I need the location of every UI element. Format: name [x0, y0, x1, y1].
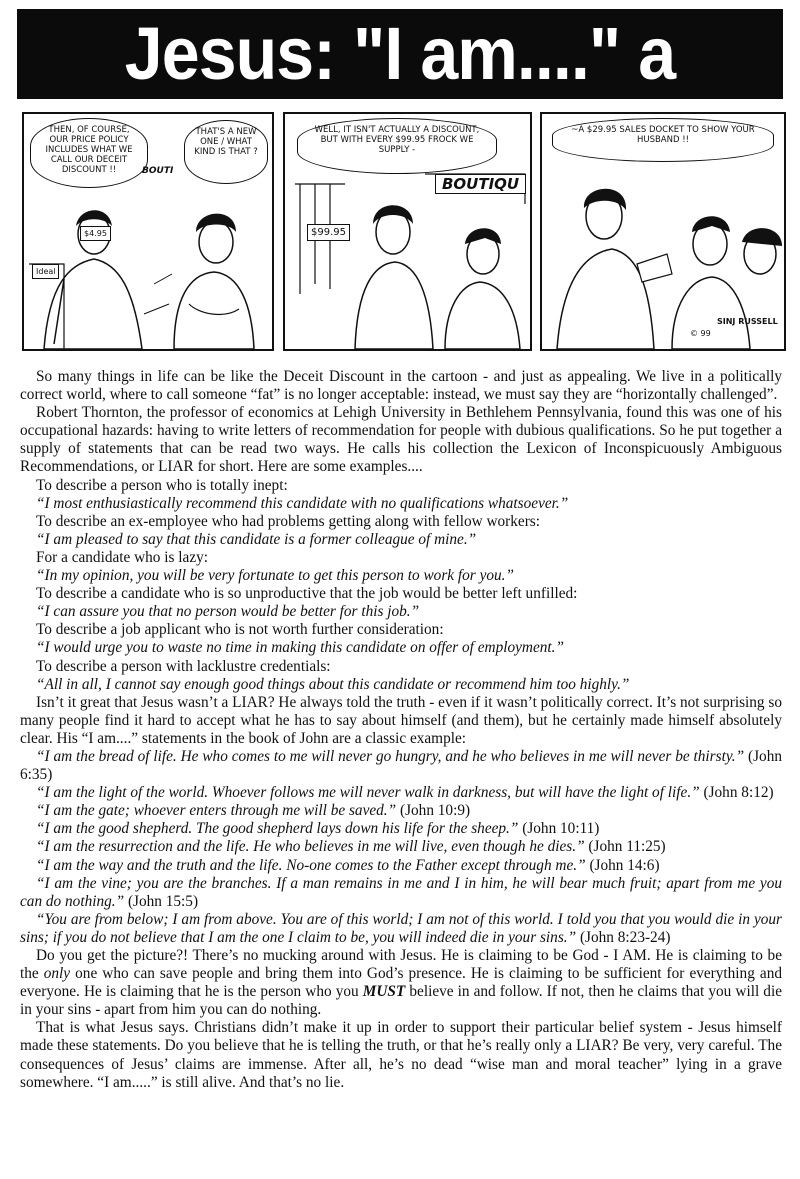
paragraph-claims: [20, 947, 782, 1019]
bubble-text: THAT'S A NEW ONE / WHAT KIND IS THAT ?: [194, 127, 258, 157]
cartoon-panel-2: [283, 112, 532, 351]
verse-text: “You are from below; I am from above. You are of this world; I am not of this world. I told you that you would die in your sins; if you do not believe that I am the one I claim to be, you will indeed die in your sins.”: [20, 910, 782, 946]
copyright-mark: © 99: [690, 329, 711, 338]
example-quote: “I am pleased to say that this candidate is a former colleague of mine.”: [36, 530, 477, 548]
verse-text: “I am the way and the truth and the life. No-one comes to the Father except through me.”: [36, 856, 586, 874]
verse-text: “I am the resurrection and the life. He who believes in me will live, even though he dies.”: [36, 838, 585, 856]
example-quote: “I can assure you that no person would be better for this job.”: [36, 603, 420, 621]
price-tag: $4.95: [80, 226, 111, 241]
example-intro: To describe a person who is totally inept:: [36, 476, 288, 494]
verse-ref: (John 10:11): [522, 820, 600, 838]
emphasis-only: only: [43, 965, 71, 983]
verse-text: “I am the bread of life. He who comes to me will never go hungry, and he who believes in me will never be thirsty.”: [36, 747, 745, 765]
speech-bubble-saleswoman: [552, 118, 774, 162]
example-quote: “I most enthusiastically recommend this candidate with no qualifications whatsoever.”: [36, 494, 569, 512]
claims-text-c: believe in and follow. If not, then he claims that you will die in your sins - apart from him you can do nothing.: [20, 983, 782, 1019]
verse-ref: (John 10:9): [399, 802, 471, 820]
page-title: Jesus: "I am...." a: [124, 12, 676, 95]
verse-text: “I am the vine; you are the branches. If a man remains in me and I in him, he will bear much fruit; apart from me you can do nothing.”: [20, 874, 782, 910]
example-quote: “All in all, I cannot say enough good things about this candidate or recommend him too highly.”: [36, 675, 630, 693]
example-intro: To describe a job applicant who is not worth further consideration:: [36, 621, 444, 639]
verse: [20, 838, 782, 856]
verse: [20, 748, 782, 784]
verse-ref: (John 11:25): [588, 838, 666, 856]
paragraph-conclusion: That is what Jesus says. Christians didn’t make it up in order to support their particular belief system - Jesus himself made these statements. Do you believe that he is telling the truth, or that he’s really only a LIAR? Be very, very careful. The consequences of Jesus’ claims are immense. After all, he’s no dead “wise man and moral teacher” lying in a grave somewhere. “I am.....” is still alive. And that’s no lie.: [20, 1019, 782, 1091]
speech-bubble-customer: [184, 120, 268, 184]
paragraph-thornton: Robert Thornton, the professor of economics at Lehigh University in Bethlehem Pennsylvania, found this was one of his occupational hazards: having to write letters of recommendation for people with dubious qualifications. So he put together a supply of statements that can be read two ways. He calls his collection the Lexicon of Inconspicuously Ambiguous Recommendations, or LIAR for short. Here are some examples....: [20, 404, 782, 476]
cartoon-panel-3: [540, 112, 786, 351]
verse-ref: (John 14:6): [589, 856, 660, 874]
verse-ref: (John 8:12): [703, 784, 774, 802]
example-intro: To describe a person with lacklustre credentials:: [36, 657, 331, 675]
verse: [20, 875, 782, 911]
bubble-text: THEN, OF COURSE, OUR PRICE POLICY INCLUDES WHAT WE CALL OUR DECEIT DISCOUNT !!: [45, 125, 133, 175]
verse: [20, 857, 782, 875]
cartoon-panel-1: [22, 112, 274, 351]
verse-ref: (John 15:5): [127, 892, 199, 910]
verse-text: “I am the light of the world. Whoever follows me will never walk in darkness, but will have the light of life.”: [36, 784, 700, 802]
side-sign: Ideal: [32, 264, 59, 279]
paragraph-intro: So many things in life can be like the Deceit Discount in the cartoon - and just as appealing. We live in a politically correct world, where to call someone “fat” is no longer acceptable: instead, we must say they are “horizontally challenged”.: [20, 368, 782, 404]
bubble-text: ~A $29.95 SALES DOCKET TO SHOW YOUR HUSBAND !!: [571, 125, 755, 145]
verse-ref: (John 8:23-24): [579, 928, 671, 946]
speech-bubble-saleswoman: [30, 118, 148, 188]
example-quote: “I would urge you to waste no time in making this candidate on offer of employment.”: [36, 639, 564, 657]
verse: [20, 820, 782, 838]
example-intro: To describe a candidate who is so unproductive that the job would be better left unfilled:: [36, 585, 578, 603]
verse-ref: (John 6:35): [20, 747, 782, 784]
verse: [20, 911, 782, 947]
boutique-sign: BOUTIQU: [435, 174, 526, 194]
article-body: [20, 368, 782, 1092]
paragraph-jesus-not-liar: Isn’t it great that Jesus wasn’t a LIAR? He always told the truth - even if it wasn’t politically correct. It’s not surprising so many people find it hard to accept what he has to say about himself (and them), but he certainly made himself absolutely clear. His “I am....” statements in the book of John are a classic example:: [20, 693, 782, 747]
verse: [20, 784, 782, 802]
verse-text: “I am the gate; whoever enters through me will be saved.”: [36, 802, 397, 820]
title-banner: [17, 9, 783, 99]
verse-text: “I am the good shepherd. The good shepherd lays down his life for the sheep.”: [36, 820, 519, 838]
speech-bubble-saleswoman: [297, 118, 497, 174]
verse: [20, 802, 782, 820]
shop-sign: BOUTI: [142, 166, 174, 176]
bubble-text: WELL, IT ISN'T ACTUALLY A DISCOUNT, BUT WITH EVERY $99.95 FROCK WE SUPPLY -: [314, 125, 480, 155]
example-intro: For a candidate who is lazy:: [36, 548, 209, 566]
claims-text-a: Do you get the picture?! There’s no mucking around with Jesus. He is claiming to be God - I AM. He is claiming to be the: [20, 947, 782, 983]
emphasis-must: MUST: [362, 983, 406, 1001]
example-intro: To describe an ex-employee who had problems getting along with fellow workers:: [36, 512, 541, 530]
price-tag: $99.95: [307, 224, 350, 241]
artist-signature: SINJ RUSSELL: [717, 317, 778, 326]
claims-text-b: one who can save people and bring them into God’s presence. He is claiming to be sufficient for everything and everyone. He is claiming that he is the person who you: [20, 965, 782, 1001]
example-quote: “In my opinion, you will be very fortunate to get this person to work for you.”: [36, 567, 514, 585]
